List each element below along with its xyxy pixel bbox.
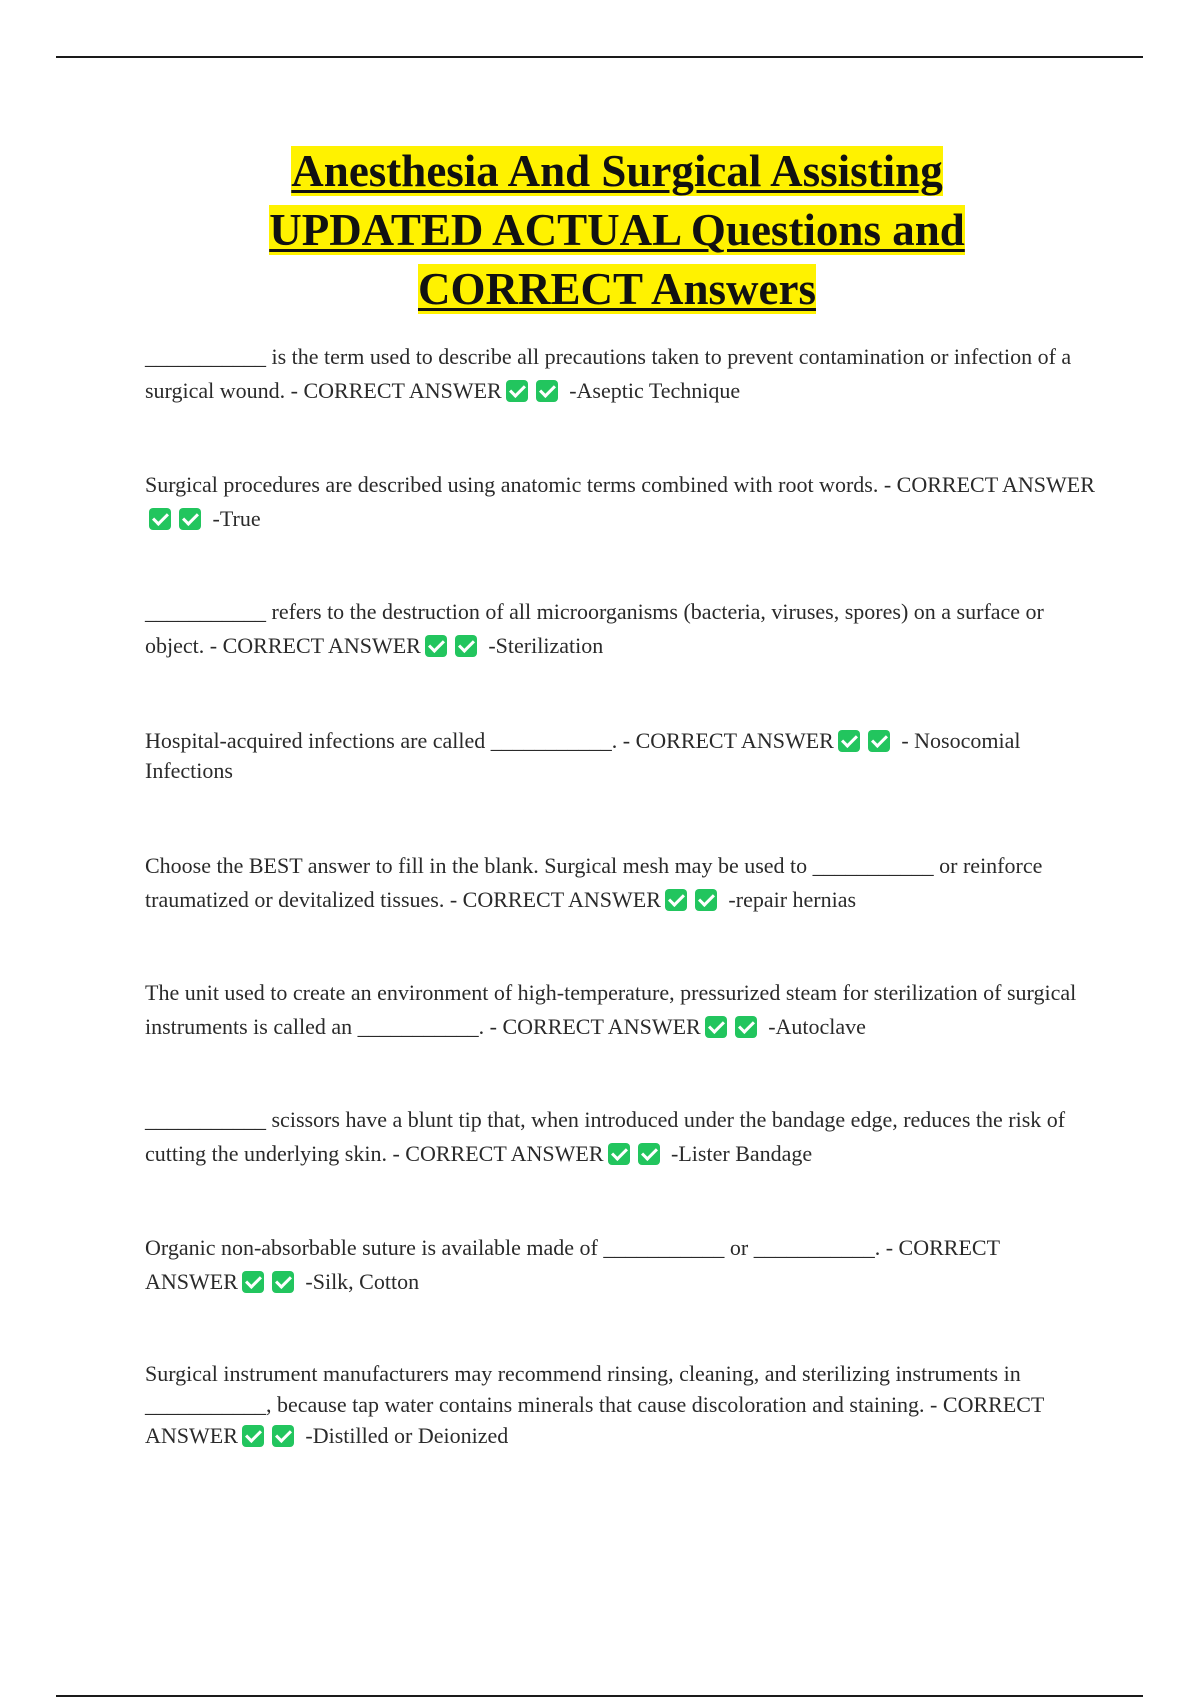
qa-item	[145, 1231, 1095, 1299]
qa-item	[145, 595, 1095, 663]
qa-item	[145, 849, 1095, 917]
check-mark-icon	[242, 1425, 264, 1447]
bottom-rule	[56, 1695, 1143, 1697]
check-mark-icon	[665, 889, 687, 911]
answer-text: -Silk, Cotton	[305, 1269, 420, 1294]
check-mark-icon	[425, 635, 447, 657]
check-mark-icon	[179, 508, 201, 530]
qa-item	[145, 976, 1095, 1044]
question-text: Surgical instrument manufacturers may recommend rinsing, cleaning, and sterilizing instruments in ___________, because tap water contains minerals that cause discoloration and staining. -	[145, 1361, 1021, 1417]
question-text: ___________ is the term used to describe all precautions taken to prevent contamination or infection of a surgical wound. -	[145, 344, 1072, 403]
answer-marker: CORRECT ANSWER	[222, 633, 421, 658]
check-mark-icon	[868, 730, 890, 752]
answer-text: -Autoclave	[768, 1014, 866, 1039]
qa-item	[145, 340, 1095, 408]
answer-text: -Lister Bandage	[671, 1141, 813, 1166]
check-mark-icon	[272, 1271, 294, 1293]
qa-item	[145, 468, 1095, 536]
title-line-3: CORRECT Answers	[418, 264, 816, 314]
answer-text: -Aseptic Technique	[569, 378, 741, 403]
question-text: ___________ refers to the destruction of all microorganisms (bacteria, viruses, spores) on a surface or object. -	[145, 599, 1044, 658]
check-mark-icon	[242, 1271, 264, 1293]
document-title	[0, 142, 1200, 319]
check-mark-icon	[705, 1016, 727, 1038]
answer-text: - Nosocomial Infections	[145, 728, 1021, 783]
check-mark-icon	[638, 1143, 660, 1165]
title-line-1: Anesthesia And Surgical Assisting	[291, 146, 943, 196]
question-text: Organic non-absorbable suture is available made of ___________ or ___________. -	[145, 1235, 894, 1260]
question-text: Hospital-acquired infections are called ___________. -	[145, 728, 631, 753]
question-text: The unit used to create an environment of high-temperature, pressurized steam for sterilization of surgical instruments is called an ___________. -	[145, 980, 1077, 1039]
answer-text: -Distilled or Deionized	[305, 1423, 509, 1448]
answer-marker: CORRECT ANSWER	[303, 378, 502, 403]
check-mark-icon	[149, 508, 171, 530]
question-text: ___________ scissors have a blunt tip that, when introduced under the bandage edge, reduces the risk of cutting the underlying skin. -	[145, 1107, 1066, 1166]
answer-text: -True	[212, 506, 261, 531]
qa-item	[145, 1358, 1095, 1451]
check-mark-icon	[536, 380, 558, 402]
qa-item	[145, 1103, 1095, 1171]
check-mark-icon	[838, 730, 860, 752]
title-line-2: UPDATED ACTUAL Questions and	[269, 205, 965, 255]
check-mark-icon	[608, 1143, 630, 1165]
check-mark-icon	[272, 1425, 294, 1447]
check-mark-icon	[735, 1016, 757, 1038]
answer-text: -Sterilization	[488, 633, 604, 658]
qa-item	[145, 726, 1095, 786]
answer-marker: CORRECT ANSWER	[145, 1392, 1044, 1448]
answer-marker: CORRECT ANSWER	[145, 1235, 1000, 1294]
check-mark-icon	[695, 889, 717, 911]
check-mark-icon	[455, 635, 477, 657]
question-text: Choose the BEST answer to fill in the blank. Surgical mesh may be used to ___________ or reinforce traumatized or devitalized tissues. -	[145, 853, 1043, 912]
answer-marker: CORRECT ANSWER	[462, 887, 661, 912]
answer-marker: CORRECT ANSWER	[405, 1141, 604, 1166]
question-text: Surgical procedures are described using anatomic terms combined with root words. -	[145, 472, 892, 497]
answer-marker: CORRECT ANSWER	[635, 728, 834, 753]
answer-text: -repair hernias	[728, 887, 857, 912]
top-rule	[56, 56, 1143, 58]
answer-marker: CORRECT ANSWER	[502, 1014, 701, 1039]
check-mark-icon	[506, 380, 528, 402]
answer-marker: CORRECT ANSWER	[896, 472, 1095, 497]
